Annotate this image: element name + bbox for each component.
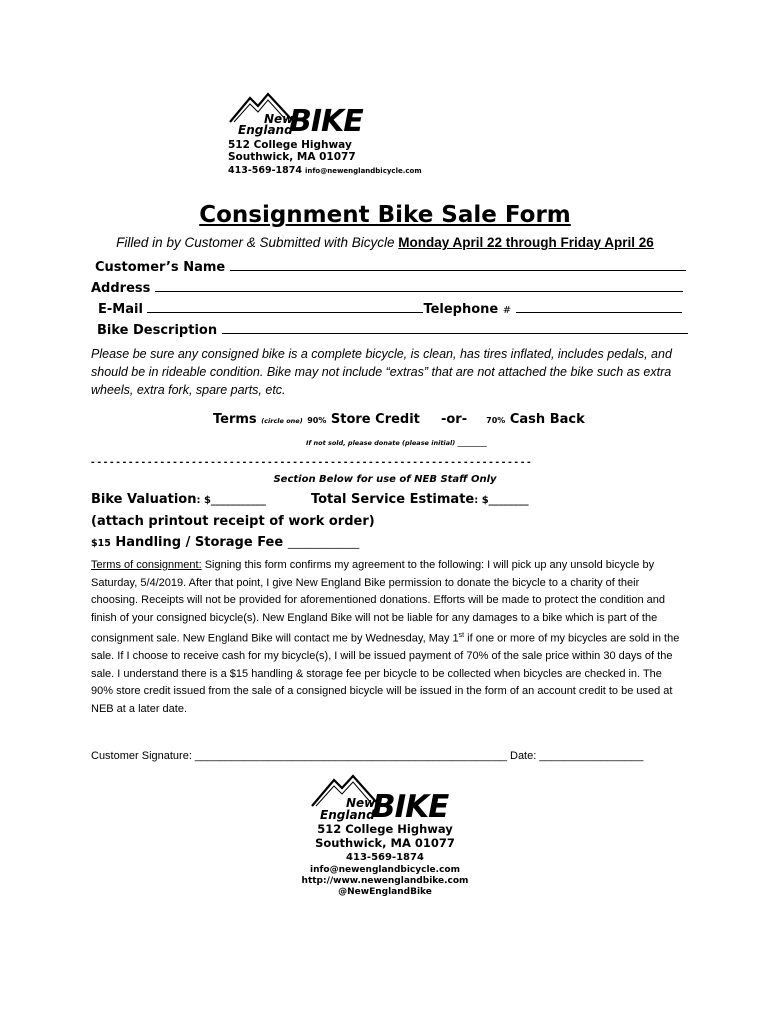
instructions-paragraph: Please be sure any consigned bike is a complete bicycle, is clean, has tires inflated, includes pedals, and should be in rideable condition. Bike may not include “extras” that are not attached the bike such as extra wheels, extra fork, spare parts, etc. bbox=[91, 347, 672, 397]
form-subtitle bbox=[0, 235, 770, 250]
terms-heading: Terms of consignment: bbox=[91, 559, 202, 571]
terms-body-part1: Signing this form confirms my agreement to the following: I will pick up any unsold bicycle by Saturday, 5/4/2019. After that point, I give New England Bike permission to donate the bicycle to a charity of their choosing. Receipts will not be provided for aforementioned donations. Efforts will be made to protect the condition and finish of your consigned bicycle(s). New England Bike will not be liable for any damages to a bike which is part of the consignment sale. New England Bike will contact me by Wednesday, May 1 bbox=[91, 559, 665, 645]
email-telephone-row bbox=[98, 300, 682, 317]
footer-logo-england-text: England bbox=[320, 808, 375, 822]
cash-back-option[interactable]: Cash Back bbox=[509, 412, 585, 427]
telephone-label: Telephone bbox=[423, 302, 499, 317]
address-row bbox=[91, 279, 683, 296]
customer-name-label: Customer’s Name bbox=[95, 260, 226, 275]
header-phone: 413-569-1874 bbox=[228, 165, 302, 176]
service-estimate-field[interactable]: : $________ bbox=[474, 495, 529, 506]
or-separator: -or- bbox=[440, 412, 468, 427]
signature-line[interactable]: Customer Signature: ___________________________________________________ Date: _________________ bbox=[91, 750, 644, 762]
handling-fee-field[interactable]: _____________ bbox=[287, 536, 360, 549]
dashed-divider: - - - - - - - - - - - - - - - - - - - - - - - - - - - - - - - - - - - - - - - - - - - - - - - - - - - - - - - - - - - - - - - - - - - - - - bbox=[91, 456, 531, 468]
bike-valuation-field[interactable]: : $___________ bbox=[196, 495, 266, 506]
cash-back-pct[interactable]: 70% bbox=[486, 416, 506, 425]
address-label: Address bbox=[91, 281, 151, 296]
not-sold-note: If not sold, please donate (please initial) _________ bbox=[306, 439, 487, 447]
telephone-field[interactable] bbox=[516, 300, 682, 313]
footer-email[interactable]: info@newenglandbicycle.com bbox=[310, 865, 460, 875]
header-email: info@newenglandbicycle.com bbox=[305, 167, 422, 175]
staff-only-heading: Section Below for use of NEB Staff Only bbox=[273, 474, 497, 485]
footer-phone: 413-569-1874 bbox=[346, 852, 424, 863]
header-address-line2: Southwick, MA 01077 bbox=[228, 151, 356, 163]
handling-fee-amount: $15 bbox=[91, 538, 111, 549]
circle-one-note: (circle one) bbox=[261, 417, 303, 425]
terms-of-consignment bbox=[91, 557, 681, 718]
store-credit-pct[interactable]: 90% bbox=[307, 416, 327, 425]
footer-social-handle[interactable]: @NewEnglandBike bbox=[338, 887, 432, 897]
subtitle-dates: Monday April 22 through Friday April 26 bbox=[398, 235, 654, 250]
subtitle-text: Filled in by Customer & Submitted with Bicycle bbox=[116, 235, 399, 250]
footer-website-link[interactable]: http://www.newenglandbike.com bbox=[301, 876, 469, 886]
customer-name-field[interactable] bbox=[230, 258, 686, 271]
attach-printout-note: (attach printout receipt of work order) bbox=[91, 514, 375, 529]
email-field[interactable] bbox=[147, 300, 423, 313]
logo-new-text: New bbox=[264, 112, 294, 126]
logo-bike-text: BIKE bbox=[289, 104, 363, 139]
customer-name-row bbox=[95, 258, 686, 275]
terms-superscript: st bbox=[458, 632, 465, 639]
footer-address-line1: 512 College Highway bbox=[317, 822, 453, 836]
handling-fee-label: Handling / Storage Fee bbox=[115, 535, 284, 550]
address-field[interactable] bbox=[155, 279, 683, 292]
footer-logo-new-text: New bbox=[346, 796, 376, 810]
bike-description-label: Bike Description bbox=[97, 323, 218, 338]
logo-england-text: England bbox=[238, 123, 293, 137]
footer-address-line2: Southwick, MA 01077 bbox=[315, 836, 455, 850]
header-address-line1: 512 College Highway bbox=[228, 139, 352, 151]
service-estimate-label: Total Service Estimate bbox=[310, 492, 475, 507]
store-credit-option[interactable]: Store Credit bbox=[330, 412, 420, 427]
bike-valuation-label: Bike Valuation bbox=[91, 492, 197, 507]
terms-row bbox=[213, 412, 585, 427]
terms-label: Terms bbox=[213, 412, 257, 427]
footer-logo-bike-text: BIKE bbox=[372, 789, 449, 825]
bike-description-row bbox=[97, 321, 688, 338]
telephone-hash: # bbox=[502, 305, 512, 316]
terms-body-part2: if one or more of my bicycles are sold in the sale. If I choose to receive cash for my bicycle(s), I will be issued payment of 70% of the sale price within 30 days of the sale. I understand there is a $15 handling & storage fee per bicycle to be collected when bicycles are checked in. The 90% store credit issued from the sale of a consigned bicycle will be issued in the form of an account credit to be used at NEB at a later date. bbox=[91, 632, 680, 715]
bike-description-field[interactable] bbox=[222, 321, 688, 334]
email-label: E-Mail bbox=[98, 302, 143, 317]
form-title: Consignment Bike Sale Form bbox=[199, 202, 571, 228]
valuation-row bbox=[91, 492, 529, 507]
handling-fee-row bbox=[91, 535, 359, 550]
